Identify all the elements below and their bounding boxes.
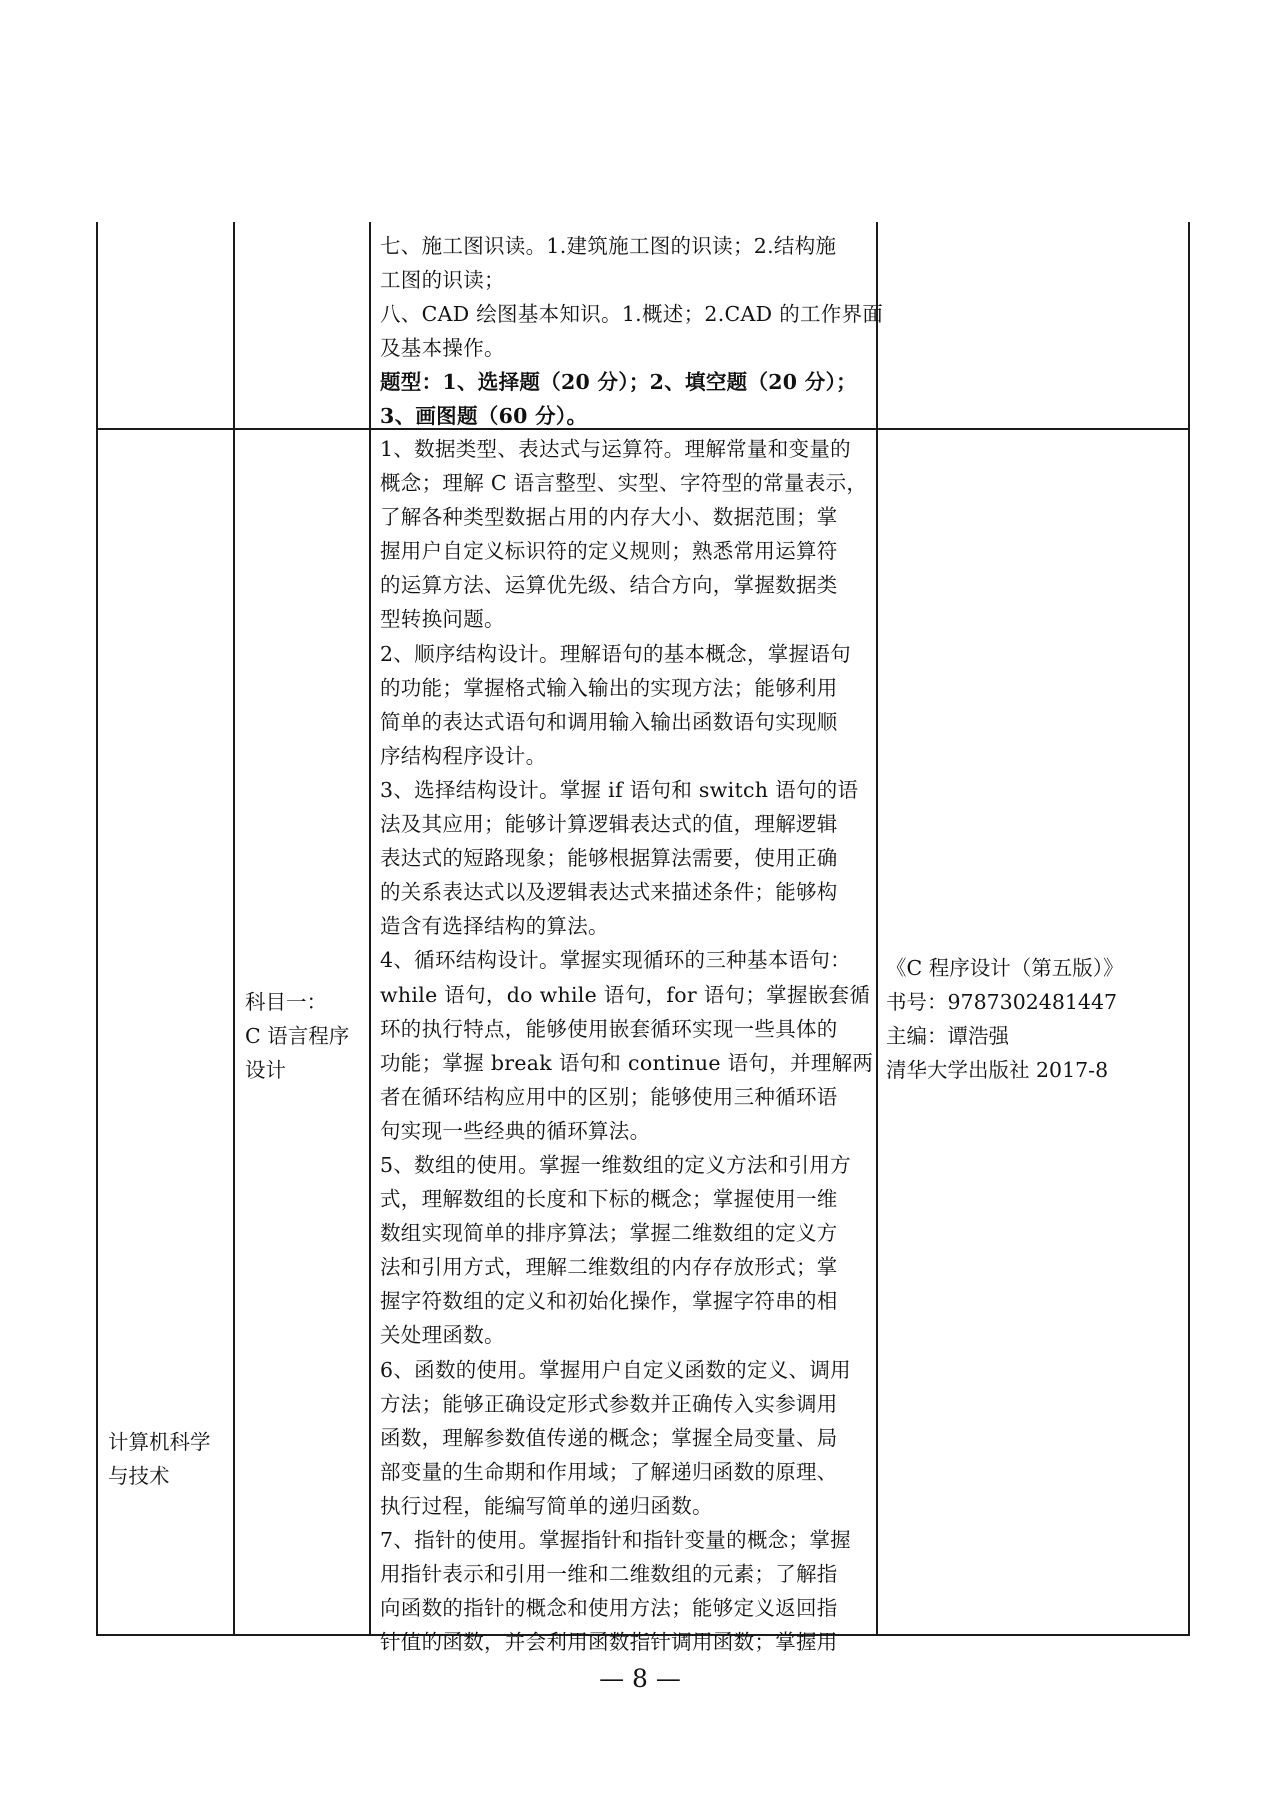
table-border-left bbox=[96, 222, 98, 1636]
content-line: 法及其应用；能够计算逻辑表达式的值，理解逻辑 bbox=[380, 812, 838, 837]
content-line: 5、数组的使用。掌握一维数组的定义方法和引用方 bbox=[380, 1152, 851, 1177]
content-line: 简单的表达式语句和调用输入输出函数语句实现顺 bbox=[380, 709, 838, 734]
content-line: 型转换问题。 bbox=[380, 607, 505, 632]
content-line: 了解各种类型数据占用的内存大小、数据范围；掌 bbox=[380, 505, 838, 530]
content-line: 及基本操作。 bbox=[380, 336, 505, 361]
content-line: 数组实现简单的排序算法；掌握二维数组的定义方 bbox=[380, 1221, 838, 1246]
content-line: 方法；能够正确设定形式参数并正确传入实参调用 bbox=[380, 1391, 838, 1416]
content-line: 句实现一些经典的循环算法。 bbox=[380, 1118, 651, 1143]
content-line: while 语句，do while 语句，for 语句；掌握嵌套循 bbox=[380, 982, 871, 1007]
subject-line: 设计 bbox=[245, 1058, 286, 1082]
question-type-line: 3、画图题（60 分）。 bbox=[380, 404, 588, 429]
major-cell bbox=[108, 1425, 211, 1493]
content-line: 工图的识读； bbox=[380, 268, 505, 293]
question-type-line: 题型：1、选择题（20 分）；2、填空题（20 分）； bbox=[380, 370, 857, 395]
major-line: 与技术 bbox=[108, 1464, 170, 1488]
table-divider-3 bbox=[876, 222, 878, 1636]
content-line: 环的执行特点，能够使用嵌套循环实现一些具体的 bbox=[380, 1016, 838, 1041]
subject-cell bbox=[245, 985, 349, 1087]
content-line: 七、施工图识读。1.建筑施工图的识读；2.结构施 bbox=[380, 234, 837, 258]
content-line: 2、顺序结构设计。理解语句的基本概念，掌握语句 bbox=[380, 641, 851, 666]
content-line: 功能；掌握 break 语句和 continue 语句，并理解两 bbox=[380, 1050, 874, 1075]
subject-line: C 语言程序 bbox=[245, 1024, 350, 1048]
top-row-content bbox=[380, 229, 883, 434]
subject-line: 科目一： bbox=[245, 990, 327, 1014]
page-number: — 8 — bbox=[599, 1664, 681, 1693]
content-line: 概念；理解 C 语言整型、实型、字符型的常量表示， bbox=[380, 471, 868, 496]
major-line: 计算机科学 bbox=[108, 1430, 211, 1454]
content-line: 6、函数的使用。掌握用户自定义函数的定义、调用 bbox=[380, 1357, 851, 1382]
content-line: 函数，理解参数值传递的概念；掌握全局变量、局 bbox=[380, 1425, 838, 1450]
content-line: 者在循环结构应用中的区别；能够使用三种循环语 bbox=[380, 1084, 838, 1109]
reference-book-cell bbox=[886, 951, 1123, 1087]
content-line: 1、数据类型、表达式与运算符。理解常量和变量的 bbox=[380, 437, 851, 461]
content-line: 法和引用方式，理解二维数组的内存存放形式；掌 bbox=[380, 1255, 838, 1280]
content-line: 针值的函数，并会利用函数指针调用函数；掌握用 bbox=[380, 1630, 838, 1655]
content-line: 式，理解数组的长度和下标的概念；掌握使用一维 bbox=[380, 1187, 838, 1212]
content-line: 握用户自定义标识符的定义规则；熟悉常用运算符 bbox=[380, 539, 838, 564]
content-line: 用指针表示和引用一维和二维数组的元素；了解指 bbox=[380, 1562, 838, 1587]
content-line: 3、选择结构设计。掌握 if 语句和 switch 语句的语 bbox=[380, 777, 859, 802]
book-publisher: 清华大学出版社 2017-8 bbox=[886, 1058, 1109, 1082]
content-line: 八、CAD 绘图基本知识。1.概述；2.CAD 的工作界面 bbox=[380, 302, 884, 327]
content-line: 向函数的指针的概念和使用方法；能够定义返回指 bbox=[380, 1596, 838, 1621]
content-line: 的关系表达式以及逻辑表达式来描述条件；能够构 bbox=[380, 880, 838, 905]
content-line: 序结构程序设计。 bbox=[380, 743, 547, 768]
book-isbn: 书号：9787302481447 bbox=[886, 990, 1118, 1014]
book-title: 《C 程序设计（第五版）》 bbox=[886, 956, 1124, 980]
content-line: 表达式的短路现象；能够根据算法需要，使用正确 bbox=[380, 846, 838, 871]
content-line: 4、循环结构设计。掌握实现循环的三种基本语句： bbox=[380, 948, 851, 973]
table-border-right bbox=[1188, 222, 1190, 1636]
content-line: 握字符数组的定义和初始化操作，掌握字符串的相 bbox=[380, 1289, 838, 1314]
content-line: 的运算方法、运算优先级、结合方向，掌握数据类 bbox=[380, 573, 838, 598]
content-line: 7、指针的使用。掌握指针和指针变量的概念；掌握 bbox=[380, 1528, 851, 1552]
table-divider-1 bbox=[233, 222, 235, 1636]
content-line: 部变量的生命期和作用域；了解递归函数的原理、 bbox=[380, 1459, 838, 1484]
content-line: 关处理函数。 bbox=[380, 1323, 505, 1348]
exam-content-cell bbox=[380, 432, 873, 1659]
book-author: 主编：谭浩强 bbox=[886, 1024, 1009, 1048]
content-line: 执行过程，能编写简单的递归函数。 bbox=[380, 1493, 713, 1518]
table-divider-2 bbox=[369, 222, 371, 1636]
content-line: 造含有选择结构的算法。 bbox=[380, 914, 609, 939]
content-line: 的功能；掌握格式输入输出的实现方法；能够利用 bbox=[380, 675, 838, 700]
